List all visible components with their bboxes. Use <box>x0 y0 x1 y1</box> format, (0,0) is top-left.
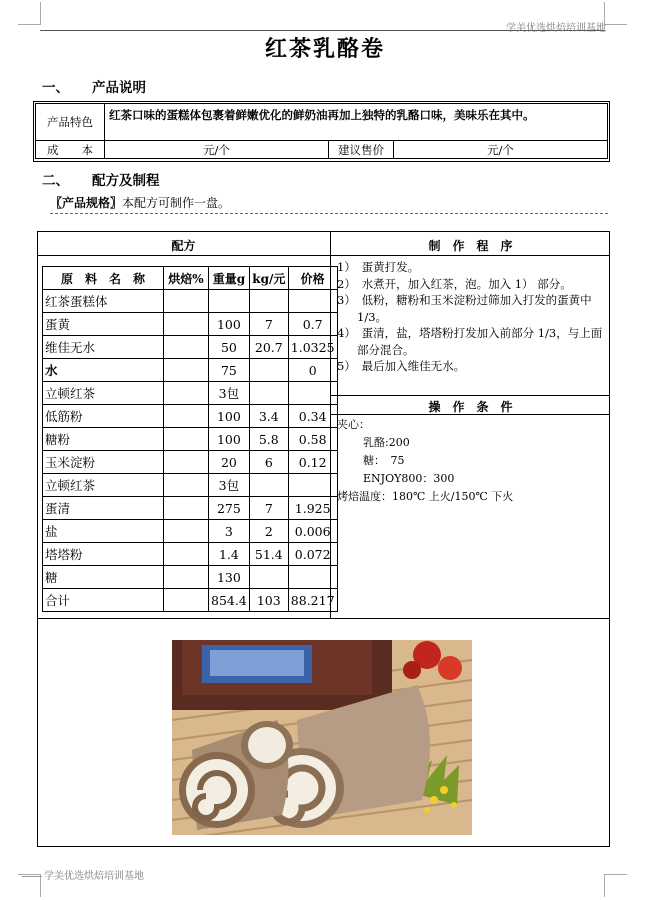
feature-text: 红茶口味的蛋糕体包裹着鲜嫩优化的鲜奶油再加上独特的乳酪口味，美味乐在其中。 <box>105 104 608 141</box>
table-cell: 立顿红茶 <box>43 474 164 497</box>
table-cell: 1.925 <box>288 497 337 520</box>
header-watermark: 学美优选烘焙培训基地 <box>506 23 606 34</box>
table-cell: 6 <box>249 451 288 474</box>
table-cell <box>209 290 250 313</box>
table-cell <box>164 520 209 543</box>
table-cell <box>164 313 209 336</box>
table-cell: 0.58 <box>288 428 337 451</box>
process-step: 3） 低粉，糖粉和玉米淀粉过筛加入打发的蛋黄中 1/3。 <box>337 293 592 324</box>
section-heading-recipe: 二、 配方及制程 <box>42 173 160 189</box>
table-cell: 3.4 <box>249 405 288 428</box>
crop-mark-top-right <box>604 2 627 25</box>
conditions-header-rule <box>331 414 610 415</box>
table-row <box>43 589 338 612</box>
table-row <box>43 382 338 405</box>
table-cell: 盐 <box>43 520 164 543</box>
filling-item: 糖： 75 <box>363 454 405 467</box>
table-cell: 蛋清 <box>43 497 164 520</box>
table-cell: 3 <box>209 520 250 543</box>
ingredient-table <box>42 266 338 612</box>
table-cell: 103 <box>249 589 288 612</box>
price-value: 元/个 <box>394 141 608 159</box>
process-step: 1） 蛋黄打发。 <box>337 260 420 274</box>
table-cell: 1.4 <box>209 543 250 566</box>
feature-label: 产品特色 <box>36 104 105 141</box>
table-cell <box>164 336 209 359</box>
process-steps <box>337 259 607 375</box>
table-cell: 0.006 <box>288 520 337 543</box>
crop-mark-bottom-right <box>604 874 627 897</box>
recipe-header-rule <box>37 255 330 256</box>
price-label: 建议售价 <box>329 141 394 159</box>
table-cell: 维佳无水 <box>43 336 164 359</box>
table-row <box>43 474 338 497</box>
cost-value: 元/个 <box>105 141 329 159</box>
filling-item: ENJOY800：300 <box>363 472 455 485</box>
table-cell: 88.217 <box>288 589 337 612</box>
table-cell: 20 <box>209 451 250 474</box>
conditions-top-rule <box>331 395 610 396</box>
process-header: 制 作 程 序 <box>428 239 513 253</box>
photo-divider <box>37 618 610 619</box>
column-header: 烘焙% <box>164 267 209 290</box>
table-cell <box>164 359 209 382</box>
table-cell: 红茶蛋糕体 <box>43 290 164 313</box>
table-cell <box>164 497 209 520</box>
table-cell <box>249 290 288 313</box>
footer-watermark: 学美优选烘焙培训基地 <box>22 867 144 882</box>
table-row <box>43 405 338 428</box>
table-cell: 51.4 <box>249 543 288 566</box>
table-cell: 20.7 <box>249 336 288 359</box>
table-cell: 糖 <box>43 566 164 589</box>
table-row <box>43 313 338 336</box>
table-cell <box>249 382 288 405</box>
product-spec: 〖产品规格〗本配方可制作一盘。 <box>50 194 608 214</box>
cost-label: 成 本 <box>36 141 105 159</box>
table-cell <box>164 428 209 451</box>
table-row <box>43 543 338 566</box>
table-cell <box>249 359 288 382</box>
table-cell: 0.12 <box>288 451 337 474</box>
recipe-header: 配方 <box>171 239 196 253</box>
table-cell: 水 <box>43 359 164 382</box>
filling-label: 夹心： <box>337 418 370 431</box>
table-cell: 100 <box>209 313 250 336</box>
table-cell <box>164 405 209 428</box>
table-cell: 1.0325 <box>288 336 337 359</box>
column-header: 重量g <box>209 267 250 290</box>
table-cell: 5.8 <box>249 428 288 451</box>
table-cell: 3包 <box>209 474 250 497</box>
table-cell <box>164 589 209 612</box>
table-cell: 塔塔粉 <box>43 543 164 566</box>
product-photo <box>172 640 472 835</box>
product-info-table <box>35 103 608 159</box>
table-cell: 立顿红茶 <box>43 382 164 405</box>
table-cell: 合计 <box>43 589 164 612</box>
process-step: 4） 蛋清，盐，塔塔粉打发加入前部分 1/3，与上面部分混合。 <box>337 326 603 357</box>
table-cell <box>164 474 209 497</box>
table-cell: 50 <box>209 336 250 359</box>
table-cell <box>164 543 209 566</box>
conditions-header: 操 作 条 件 <box>428 400 513 414</box>
filling-item: 乳酪:200 <box>363 436 410 449</box>
table-cell: 100 <box>209 405 250 428</box>
table-cell <box>288 382 337 405</box>
table-cell <box>164 566 209 589</box>
baking-temperature: 烤焙温度：180℃ 上火/150℃ 下火 <box>337 490 514 503</box>
table-cell: 275 <box>209 497 250 520</box>
process-header-rule <box>331 255 610 256</box>
table-row <box>43 497 338 520</box>
table-row <box>43 290 338 313</box>
table-row <box>43 428 338 451</box>
table-row <box>43 520 338 543</box>
column-header: 价格 <box>288 267 337 290</box>
table-cell <box>164 382 209 405</box>
table-cell: 玉米淀粉 <box>43 451 164 474</box>
operating-conditions <box>337 416 513 506</box>
column-header: 原 料 名 称 <box>43 267 164 290</box>
table-row <box>43 451 338 474</box>
table-cell: 7 <box>249 313 288 336</box>
table-cell <box>288 566 337 589</box>
table-cell <box>164 290 209 313</box>
table-cell <box>288 474 337 497</box>
process-step: 5） 最后加入维佳无水。 <box>337 359 466 373</box>
table-cell: 2 <box>249 520 288 543</box>
table-cell <box>164 451 209 474</box>
table-row <box>43 566 338 589</box>
table-cell <box>288 290 337 313</box>
crop-mark-top-left <box>18 2 41 25</box>
column-header: kg/元 <box>249 267 288 290</box>
table-cell: 100 <box>209 428 250 451</box>
section-heading-product: 一、 产品说明 <box>42 80 146 96</box>
table-cell: 3包 <box>209 382 250 405</box>
table-cell: 糖粉 <box>43 428 164 451</box>
table-row <box>43 336 338 359</box>
table-cell: 0.072 <box>288 543 337 566</box>
table-cell: 75 <box>209 359 250 382</box>
table-cell: 低筋粉 <box>43 405 164 428</box>
table-cell: 0.34 <box>288 405 337 428</box>
table-cell: 854.4 <box>209 589 250 612</box>
table-cell: 0.7 <box>288 313 337 336</box>
swiss-roll-illustration <box>172 640 472 835</box>
table-cell: 7 <box>249 497 288 520</box>
table-cell: 0 <box>288 359 337 382</box>
table-cell: 130 <box>209 566 250 589</box>
page-title: 红茶乳酪卷 <box>264 36 385 62</box>
table-cell <box>249 474 288 497</box>
table-cell <box>249 566 288 589</box>
table-row <box>43 359 338 382</box>
process-step: 2） 水煮开，加入红茶，泡。加入 1） 部分。 <box>337 276 572 291</box>
table-cell: 蛋黄 <box>43 313 164 336</box>
